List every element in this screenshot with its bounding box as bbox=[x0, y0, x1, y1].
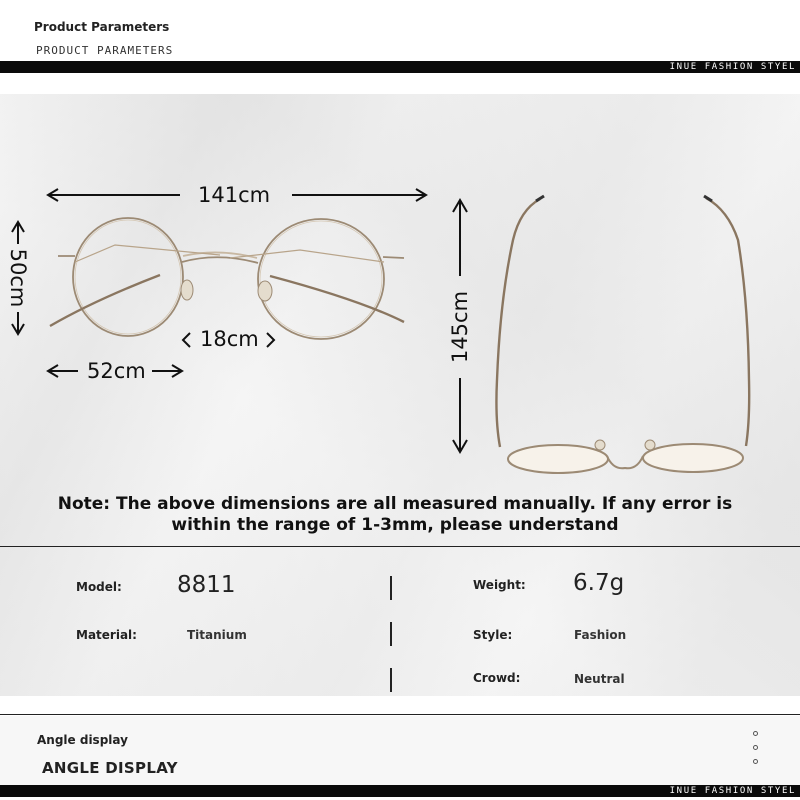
divider-top bbox=[0, 546, 800, 547]
note-line-2: within the range of 1-3mm, please understand bbox=[171, 515, 619, 535]
bridge-label: 18cm bbox=[200, 327, 259, 351]
material-label: Material: bbox=[76, 628, 137, 642]
decor-dot-icon bbox=[753, 745, 758, 750]
temple-length-label: 145cm bbox=[448, 290, 472, 364]
spec-separator bbox=[390, 622, 392, 646]
angle-display-title: Angle display bbox=[37, 733, 128, 747]
section-subtitle: PRODUCT PARAMETERS bbox=[36, 44, 174, 57]
spec-separator bbox=[390, 668, 392, 692]
total-width-label: 141cm bbox=[198, 183, 271, 207]
model-value: 8811 bbox=[177, 572, 236, 598]
section-title: Product Parameters bbox=[34, 20, 170, 34]
bottom-brand-bar bbox=[0, 785, 800, 797]
weight-label: Weight: bbox=[473, 578, 526, 592]
model-label: Model: bbox=[76, 580, 122, 594]
weight-value: 6.7g bbox=[573, 570, 625, 596]
lens-height-label: 50cm bbox=[6, 248, 30, 308]
measurement-note bbox=[40, 494, 750, 536]
brand-strip-text: INUE FASHION STYEL bbox=[660, 785, 800, 797]
material-value: Titanium bbox=[187, 628, 247, 642]
style-label: Style: bbox=[473, 628, 513, 642]
lens-width-label: 52cm bbox=[87, 359, 146, 383]
decor-dot-icon bbox=[753, 731, 758, 736]
divider-bottom bbox=[0, 714, 800, 715]
frame-front bbox=[50, 218, 404, 339]
note-line-1: Note: The above dimensions are all measured manually. If any error is bbox=[57, 494, 733, 514]
spec-separator bbox=[390, 576, 392, 600]
crowd-label: Crowd: bbox=[473, 671, 521, 685]
angle-display-subtitle: ANGLE DISPLAY bbox=[42, 759, 178, 777]
brand-strip-text: INUE FASHION STYEL bbox=[660, 61, 800, 73]
decor-dot-icon bbox=[753, 759, 758, 764]
style-value: Fashion bbox=[574, 628, 627, 642]
crowd-value: Neutral bbox=[574, 672, 625, 686]
glasses-top-view bbox=[496, 196, 749, 473]
